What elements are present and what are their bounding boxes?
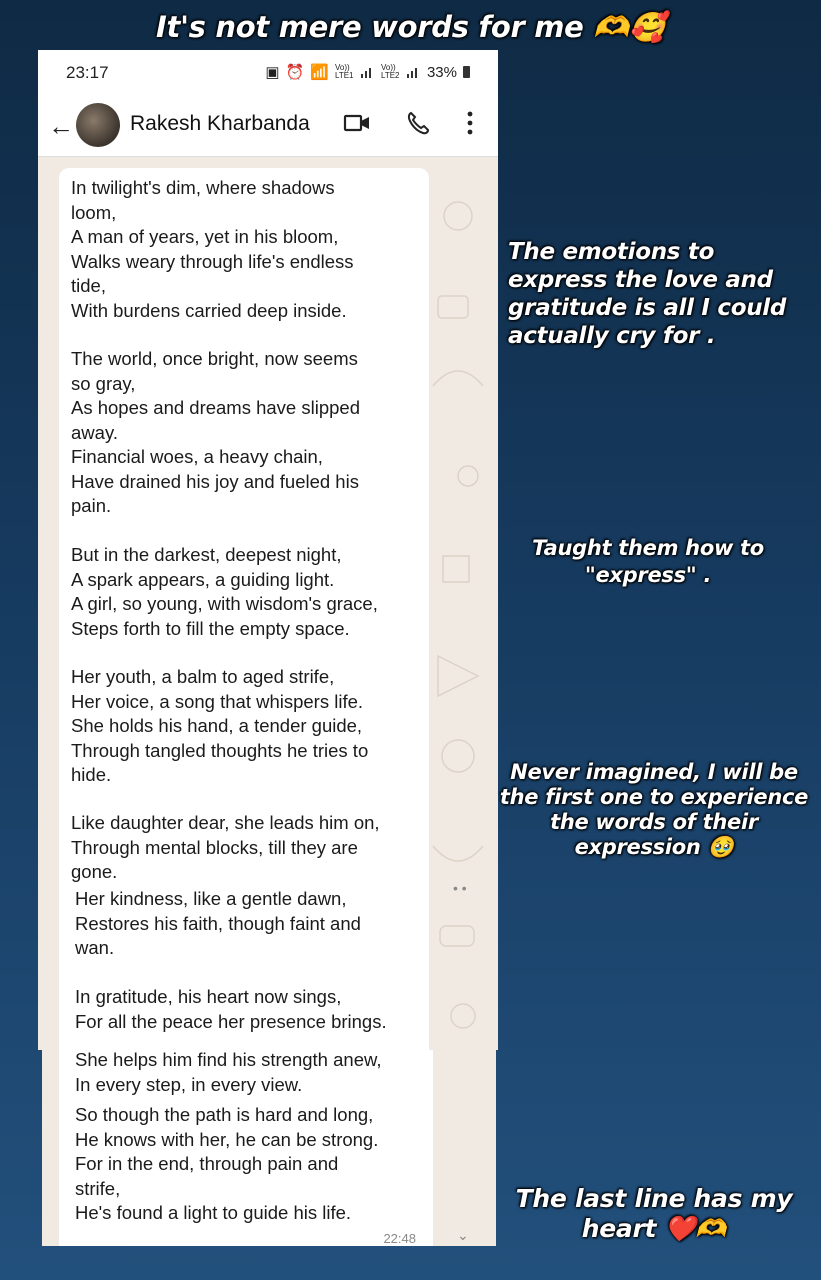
poem-stanza: In twilight's dim, where shadows loom, A man of years, yet in his bloom, Walks weary through life's endless tide, With burdens carried deep inside. xyxy=(71,177,354,321)
battery-icon xyxy=(463,66,470,78)
poem-stanza: Like daughter dear, she leads him on, Through mental blocks, till they are gone. xyxy=(71,812,380,882)
contact-name[interactable]: Rakesh Kharbanda xyxy=(130,112,310,135)
poem-stanza: Her kindness, like a gentle dawn, Restores his faith, though faint and wan. xyxy=(75,888,361,958)
poem-stanza: In gratitude, his heart now sings, For all the peace her presence brings. xyxy=(75,986,387,1032)
chat-screenshot-continued xyxy=(42,1050,496,1246)
chat-wallpaper-doodles xyxy=(418,156,498,1050)
poem-stanza: But in the darkest, deepest night, A spark appears, a guiding light. A girl, so young, with wisdom's grace, Steps forth to fill the empty space. xyxy=(71,544,378,639)
wifi-icon: 📶 xyxy=(310,64,329,81)
avatar[interactable] xyxy=(76,103,120,147)
video-call-icon[interactable] xyxy=(342,108,372,138)
signal-icon xyxy=(361,66,375,78)
chat-header xyxy=(38,94,498,157)
poem-stanza: The world, once bright, now seems so gray, As hopes and dreams have slipped away. Financial woes, a heavy chain, Have drained his joy and fueled his pain. xyxy=(71,348,360,516)
story-caption-never-imagined: Never imagined, I will be the first one to experience the words of their expression 🥹 xyxy=(499,760,809,859)
back-arrow-icon[interactable]: ← xyxy=(48,111,74,141)
network-label-1: Vo)) LTE1 xyxy=(334,63,354,80)
more-options-icon[interactable] xyxy=(460,108,480,138)
notification-icon: ▣ xyxy=(265,64,280,81)
story-caption-top: It's not mere words for me 🫶🥰 xyxy=(156,10,665,44)
chat-screenshot xyxy=(38,50,498,1050)
network-label-2: Vo)) LTE2 xyxy=(380,63,400,80)
status-icons xyxy=(265,63,470,81)
poem-stanza: She helps him find his strength anew, In every step, in every view. xyxy=(75,1050,382,1095)
story-caption-emotions: The emotions to express the love and gratitude is all I could actually cry for . xyxy=(508,239,787,349)
alarm-icon: ⏰ xyxy=(285,64,305,81)
signal-icon xyxy=(407,66,421,78)
story-caption-last-line: The last line has my heart ❤️🫶 xyxy=(515,1184,793,1243)
phone-icon[interactable] xyxy=(403,108,433,138)
chevron-down-icon[interactable]: ⌄ xyxy=(457,1227,469,1243)
status-bar xyxy=(38,50,498,94)
poem-stanza: Her youth, a balm to aged strife, Her voice, a song that whispers life. She holds his hand, a tender guide, Through tangled thoughts he tries to hide. xyxy=(71,666,369,785)
status-time: 23:17 xyxy=(66,63,109,82)
message-timestamp: 22:48 xyxy=(383,1231,416,1246)
battery-percent: 33% xyxy=(426,63,457,81)
story-caption-taught: Taught them how to "express" . xyxy=(532,536,764,587)
scroll-indicator-icon: • • xyxy=(453,880,467,896)
poem-stanza: So though the path is hard and long, He knows with her, he can be strong. For in the end, through pain and strife, He's found a light to guide his life. xyxy=(75,1104,379,1223)
